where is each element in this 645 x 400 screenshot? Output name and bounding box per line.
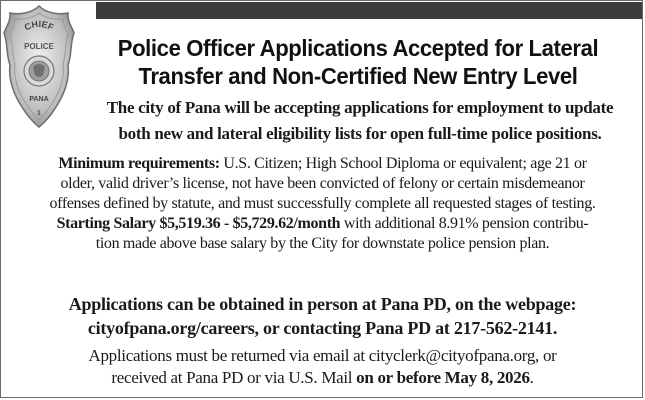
police-badge-icon [2,3,76,129]
badge-number: 1 [37,110,41,117]
salary-line-1 [6,214,639,234]
returns-line-2 [6,367,639,389]
badge-bottom-text: PANA [29,96,49,103]
ad-headline [89,34,627,90]
requirements-line-1 [6,154,639,174]
badge-top-text: CHIEF [22,18,56,33]
salary-label: Starting Salary $5,519.36 - $5,729.62/month [56,215,341,232]
cta-line-2: cityofpana.org/careers, or contacting Pana PD at 217-562-2141. [87,318,558,338]
salary-line-1-text: with additional 8.91% pension contribu- [340,215,589,232]
lead-paragraph [82,95,638,147]
returns-line-2-text: received at Pana PD or via U.S. Mail [111,368,357,387]
requirements-label: Minimum requirements: [58,155,220,172]
requirements-line-1-text: U.S. Citizen; High School Diploma or equivalent; age 21 or [219,155,587,172]
cta-line-1: Applications can be obtained in person at Pana PD, on the webpage: [68,294,577,314]
requirements-line-3: offenses defined by statute, and must successfully complete all requested stages of testing. [49,195,596,212]
salary-line-2: tion made above base salary by the City for downstate police pension plan. [95,235,550,252]
headline-line-1: Police Officer Applications Accepted for Lateral [117,35,599,61]
requirements-line-2: older, valid driver’s license, not have been convicted of felony or certain misdemeanor [60,175,585,192]
lead-line-1: The city of Pana will be accepting applications for employment to update [106,98,614,117]
returns-line-1: Applications must be returned via email at cityclerk@cityofpana.org, or [88,346,557,365]
headline-line-2: Transfer and Non-Certified New Entry Level [138,63,578,89]
return-instructions [6,345,639,389]
application-info [6,292,639,340]
badge-middle-text: POLICE [24,42,54,51]
deadline-text: on or before May 8, 2026 [356,368,530,387]
returns-line-2-end: . [529,368,534,387]
top-header-bar [96,2,642,19]
lead-line-2: both new and lateral eligibility lists for open full-time police positions. [118,124,602,143]
requirements-paragraph [6,154,639,254]
